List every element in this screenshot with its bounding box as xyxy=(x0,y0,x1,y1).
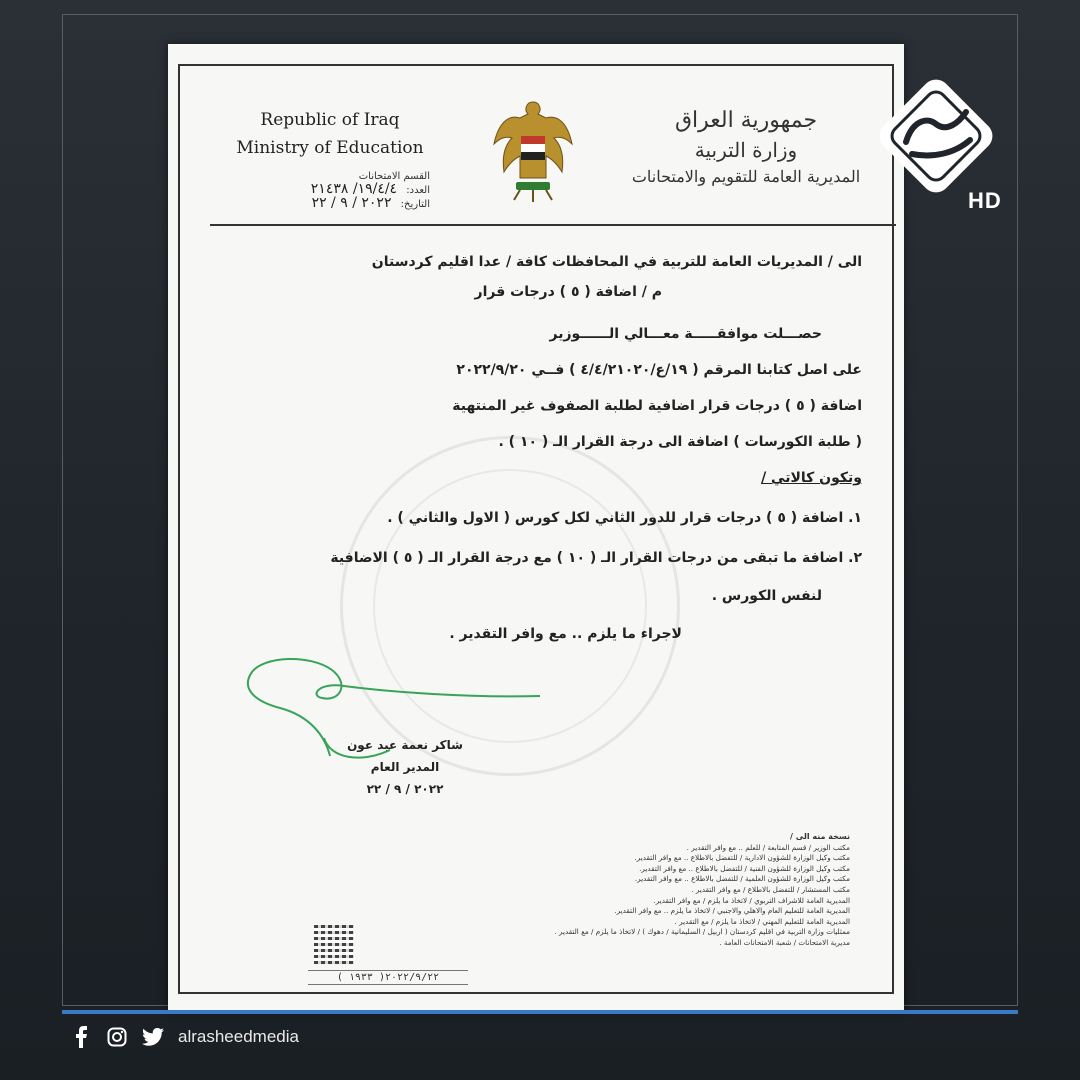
document-id: ( ١٩٣٣ )٢٠٢٢/٩/٢٢ xyxy=(308,970,468,985)
paragraph-line3: اضافة ( ٥ ) درجات قرار اضافية لطلبة الصفوف غير المنتهية xyxy=(452,398,862,414)
list-item-2-continued: لنفس الكورس . xyxy=(711,588,822,604)
paragraph-line1: حصـــلت موافقـــــة معـــالي الــــــوزير xyxy=(549,326,822,342)
cc-item: المديرية العامة للاشراف التربوي / لاتخاذ ما يلزم / مع وافر التقدير. xyxy=(653,895,850,905)
footer-accent-line xyxy=(62,1010,1018,1014)
signatory-title: المدير العام xyxy=(370,760,440,774)
signatory-name: شاكر نعمة عبد عون xyxy=(347,738,463,752)
cc-item: المديرية العامة للتعليم العام والاهلي والاجنبي / لاتخاذ ما يلزم .. مع وافر التقدير. xyxy=(614,906,850,916)
subject: م / اضافة ( ٥ ) درجات قرار xyxy=(474,284,662,300)
letterhead-ar-line3: المديرية العامة للتقويم والامتحانات xyxy=(631,167,861,186)
date-value: ٢٠٢٢ / ٩ / ٢٢ xyxy=(311,195,392,211)
cc-item: مكتب وكيل الوزارة للشؤون الادارية / للتفضل بالاطلاع .. مع وافر التقدير. xyxy=(634,853,850,863)
paragraph-line4: ( طلبة الكورسات ) اضافة الى درجة القرار الـ ( ١٠ ) . xyxy=(498,434,862,450)
facebook-icon[interactable] xyxy=(70,1026,92,1048)
letterhead-ar-line1: جمهورية العراق xyxy=(674,108,818,133)
cc-item: مكتب وكيل الوزارة للشؤون الفنية / للتفضل بالاطلاع .. مع وافر التقدير. xyxy=(639,863,850,873)
signature-date: ٢٠٢٢ / ٩ / ٢٢ xyxy=(366,782,444,796)
header-divider xyxy=(210,224,896,226)
reference-block: القسم الامتحانات العدد: ١٩/٤/٤/ ٢١٤٣٨ التاريخ: ٢٠٢٢ / ٩ / ٢٢ xyxy=(310,171,430,211)
cc-item: مكتب وكيل الوزارة للشؤون العلمية / للتفضل بالاطلاع .. مع وافر التقدير. xyxy=(634,874,850,884)
letter-border xyxy=(178,64,894,994)
official-letter xyxy=(168,44,904,1010)
cc-item: المديرية العامة للتعليم المهني / لاتخاذ ما يلزم / مع التقدير . xyxy=(674,916,850,926)
cc-item: ممثليات وزارة التربية في اقليم كردستان ( اربيل / السليمانية / دهوك ) / لاتخاذ ما يلزم / مع التقدير . xyxy=(554,927,850,937)
cc-item: مديرية الامتحانات / شعبة الامتحانات العامة . xyxy=(719,937,850,947)
letterhead-ar-line2: وزارة التربية xyxy=(694,138,798,162)
qr-code-icon xyxy=(314,924,354,964)
section-value: الامتحانات xyxy=(358,171,401,182)
closing-line: لاجراء ما يلزم .. مع وافر التقدير . xyxy=(449,626,682,642)
letterhead-en-line1: Republic of Iraq xyxy=(260,110,400,130)
letterhead-en-line2: Ministry of Education xyxy=(236,138,424,158)
list-item-1: ١. اضافة ( ٥ ) درجات قرار للدور الثاني لكل كورس ( الاول والثاني ) . xyxy=(387,510,862,526)
number-value: ١٩/٤/٤/ ٢١٤٣٨ xyxy=(310,181,398,197)
copy-to-list xyxy=(300,832,850,949)
number-label: العدد xyxy=(409,185,430,196)
cc-title: نسخة منه الى / xyxy=(790,832,850,841)
letterhead-arabic xyxy=(626,106,866,190)
letterhead-english xyxy=(220,106,440,162)
signatory-block xyxy=(330,734,480,800)
addressee: الى / المديريات العامة للتربية في المحافظات كافة / عدا اقليم كردستان xyxy=(371,254,862,270)
instagram-icon[interactable] xyxy=(106,1026,128,1048)
social-handle[interactable]: alrasheedmedia xyxy=(178,1027,299,1046)
section-label: القسم xyxy=(403,171,430,182)
hd-badge: HD xyxy=(968,188,1002,213)
social-footer xyxy=(70,1022,299,1052)
list-item-2: ٢. اضافة ما تبقى من درجات القرار الـ ( ١٠ ) مع درجة القرار الـ ( ٥ ) الاضافية xyxy=(330,550,862,566)
cc-item: مكتب الوزير / قسم المتابعة / للعلم .. مع وافر التقدير . xyxy=(686,842,850,852)
eagle-emblem-icon xyxy=(490,94,576,206)
date-label: التاريخ xyxy=(404,199,430,210)
paragraph-line2: على اصل كتابنا المرقم ( ١٩/ع/٤/٤/٢١٠٢٠ ) فــي ٢٠٢٢/٩/٢٠ xyxy=(456,362,862,378)
twitter-icon[interactable] xyxy=(142,1026,164,1048)
cc-item: مكتب المستشار / للتفضل بالاطلاع / مع وافر التقدير . xyxy=(691,884,850,894)
list-intro: وتكون كالاتي / xyxy=(761,470,862,486)
